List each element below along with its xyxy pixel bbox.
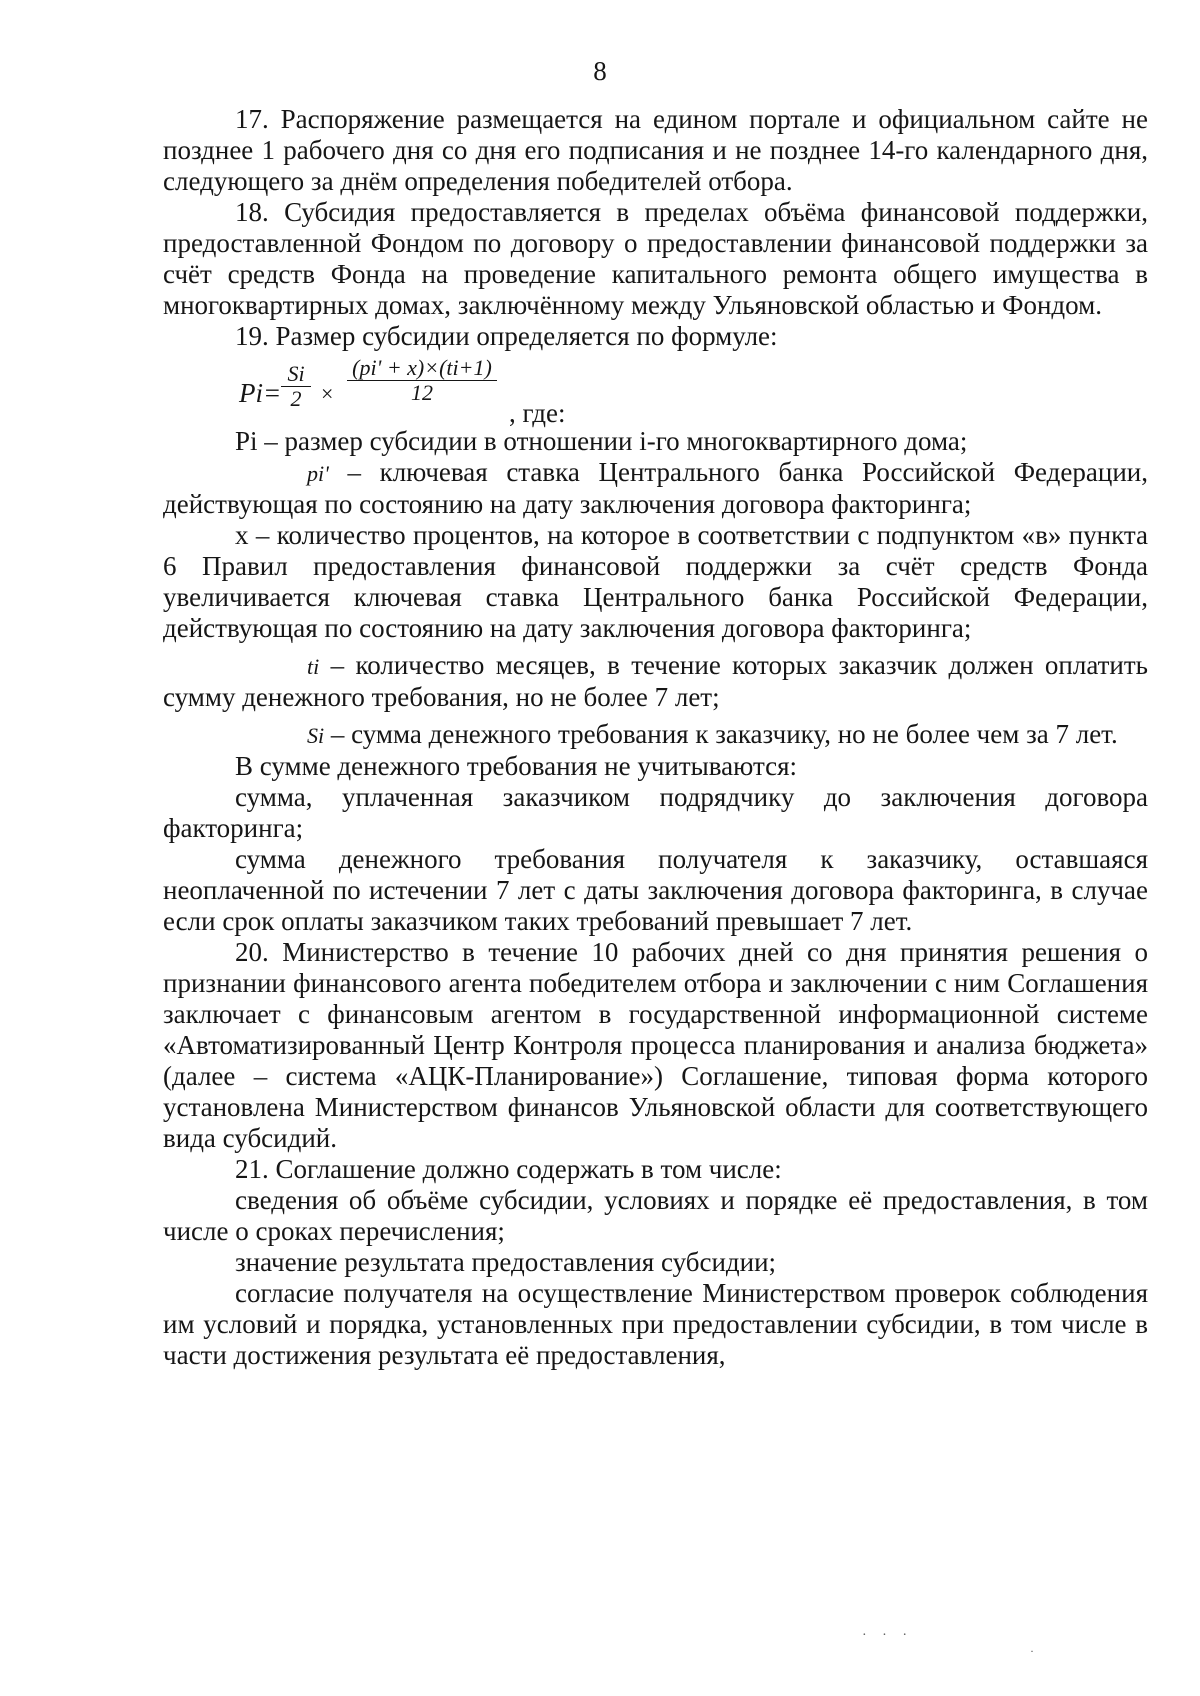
key-rate-text: – ключевая ставка Центрального банка Российской Федерации, действующая по состоянию на дату заключения договора факторинга;: [163, 457, 1148, 519]
paragraph-21-item-c: согласие получателя на осуществление Министерством проверок соблюдения им условий и порядка, установленных при предоставлении субсидии, в том числе в части достижения результата её предоставления,: [163, 1278, 1148, 1370]
fraction-1-denominator: 2: [290, 386, 302, 411]
formula-lhs: Pi=: [239, 378, 282, 408]
paragraph-21-item-b: значение результата предоставления субсидии;: [235, 1247, 777, 1277]
scan-speckle: ·: [1030, 1644, 1034, 1658]
paragraph-21: 21. Соглашение должно содержать в том числе:: [235, 1154, 782, 1184]
fraction-2-numerator: (pi' + x)×(ti+1): [347, 356, 497, 381]
paragraph-21-item-a: сведения об объёме субсидии, условиях и порядке её предоставления, в том числе о сроках перечисления;: [163, 1185, 1148, 1246]
formula-fraction-1: [281, 362, 311, 411]
formula-times: ×: [321, 381, 334, 406]
formula-where: , где:: [509, 398, 566, 428]
not-counted-item-1: сумма, уплаченная заказчиком подрядчику до заключения договора факторинга;: [163, 782, 1148, 843]
not-counted-item-2: сумма денежного требования получателя к заказчику, оставшаяся неоплаченной по истечении 7 лет с даты заключения договора факторинга, в случае если срок оплаты заказчиком таких требований превышает 7 лет.: [163, 844, 1148, 936]
s-symbol: Si: [307, 723, 325, 748]
not-counted-heading: В сумме денежного требования не учитываются:: [235, 751, 798, 781]
subsidy-formula: [163, 356, 1148, 426]
definition-s: [163, 719, 1148, 751]
key-rate-symbol: pi': [307, 461, 329, 486]
paragraph-20: 20. Министерство в течение 10 рабочих дней со дня принятия решения о признании финансового агента победителем отбора и заключении с ним Соглашения заключает с финансовым агентом в государственной информационной системе «Автоматизированный Центр Контроля процесса планирования и анализа бюджета» (далее – система «АЦК-Планирование») Соглашение, типовая форма которого установлена Министерством финансов Ульяновской области для соответствующего вида субсидий.: [163, 937, 1148, 1153]
definition-x: x – количество процентов, на которое в соответствии с подпунктом «в» пункта 6 Правил предоставления финансовой поддержки за счёт средств Фонда увеличивается ключевая ставка Центрального банка Российской Федерации, действующая по состоянию на дату заключения договора факторинга;: [163, 520, 1148, 643]
page-number: 8: [593, 56, 607, 86]
paragraph-17: 17. Распоряжение размещается на едином портале и официальном сайте не позднее 1 рабочего дня со дня его подписания и не позднее 14-го календарного дня, следующего за днём определения победителей отбора.: [163, 104, 1148, 196]
definition-key-rate: [163, 457, 1148, 520]
s-text: – сумма денежного требования к заказчику, но не более чем за 7 лет.: [324, 719, 1118, 749]
definition-t: [163, 650, 1148, 713]
scan-speckles: · · ·: [862, 1628, 913, 1643]
t-text: – количество месяцев, в течение которых заказчик должен оплатить сумму денежного требования, но не более 7 лет;: [163, 650, 1148, 712]
document-body: [163, 104, 1148, 1371]
fraction-1-numerator: Si: [281, 362, 311, 387]
definition-pi: Pi – размер субсидии в отношении i-го многоквартирного дома;: [235, 426, 968, 456]
fraction-2-denominator: 12: [411, 380, 433, 405]
paragraph-18: 18. Субсидия предоставляется в пределах объёма финансовой поддержки, предоставленной Фондом по договору о предоставлении финансовой поддержки за счёт средств Фонда на проведение капитального ремонта общего имущества в многоквартирных домах, заключённому между Ульяновской областью и Фондом.: [163, 197, 1148, 320]
formula-fraction-2: [347, 356, 497, 405]
t-symbol: ti: [307, 654, 320, 679]
paragraph-19: 19. Размер субсидии определяется по формуле:: [235, 321, 778, 351]
